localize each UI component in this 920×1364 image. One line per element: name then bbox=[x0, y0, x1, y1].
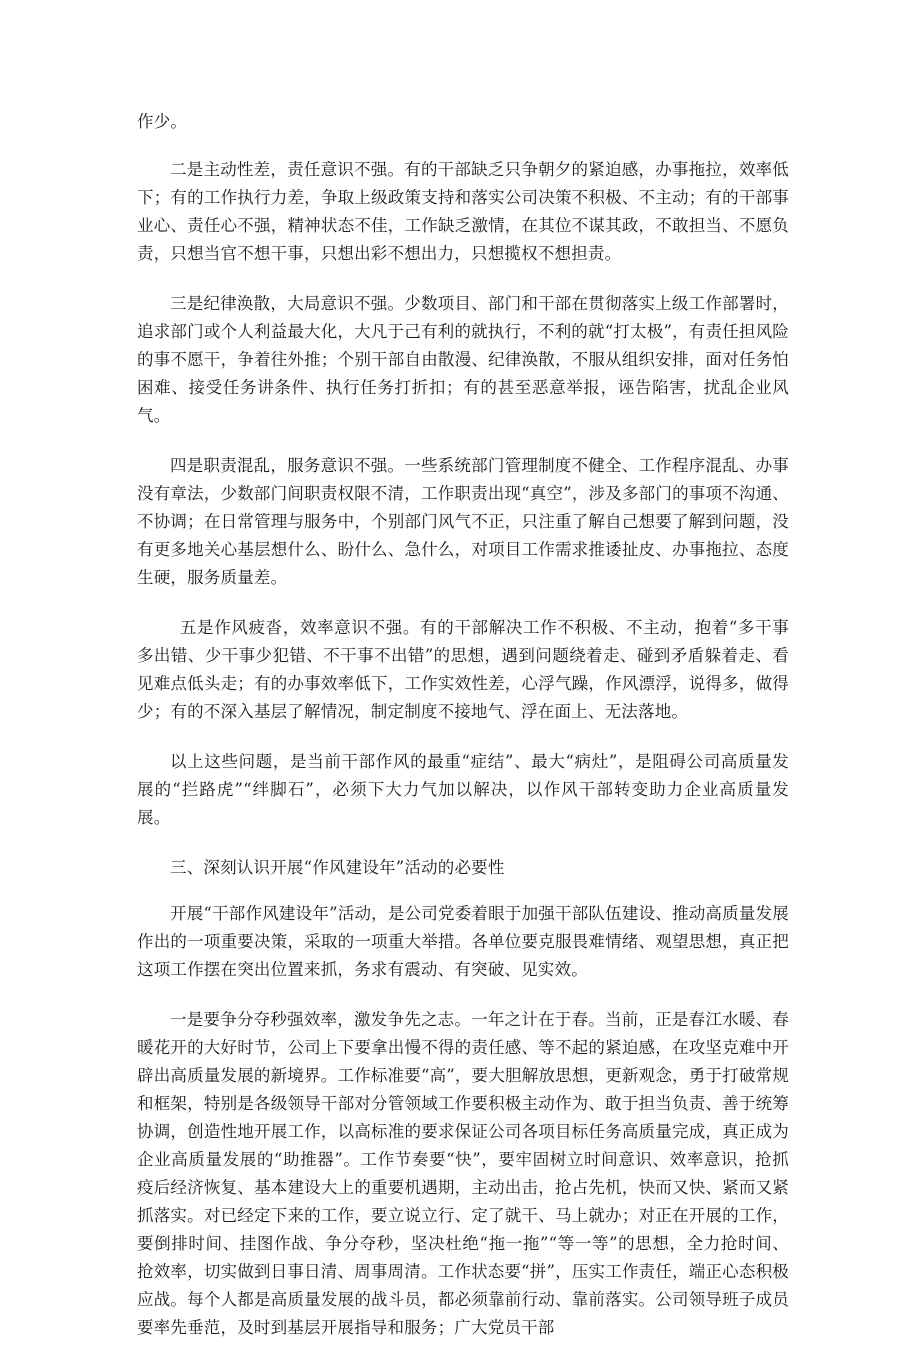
paragraph-point-two: 二是主动性差，责任意识不强。有的干部缺乏只争朝夕的紧迫感，办事拖拉，效率低下；有的工作执行力差，争取上级政策支持和落实公司决策不积极、不主动；有的干部事业心、责任心不强，精神状态不佳，工作缺乏激情，在其位不谋其政，不敢担当、不愿负责，只想当官不想干事，只想出彩不想出力，只想揽权不想担责。 bbox=[137, 160, 789, 263]
paragraph-continuation: 作少。 bbox=[137, 112, 188, 131]
paragraph-point-five: 五是作风疲沓，效率意识不强。有的干部解决工作不积极、不主动，抱着“多干事多出错、少干事少犯错、不干事不出错”的思想，遇到问题绕着走、碰到矛盾躲着走、看见难点低头走；有的办事效率低下，工作实效性差，心浮气躁，作风漂浮，说得多，做得少；有的不深入基层了解情况，制定制度不接地气、浮在面上、无法落地。 bbox=[137, 618, 789, 721]
paragraph-point-one-efficiency: 一是要争分夺秒强效率，激发争先之志。一年之计在于春。当前，正是春江水暖、春暖花开的大好时节，公司上下要拿出慢不得的责任感、等不起的紧迫感，在攻坚克难中开辟出高质量发展的新境界。工作标准要“高”，要大胆解放思想，更新观念，勇于打破常规和框架，特别是各级领导干部对分管领域工作要积极主动作为、敢于担当负责、善于统筹协调，创造性地开展工作，以高标准的要求保证公司各项目标任务高质量完成，真正成为企业高质量发展的“助推器”。工作节奏要“快”，要牢固树立时间意识、效率意识，抢抓疫后经济恢复、基本建设大上的重要机遇期，主动出击，抢占先机，快而又快、紧而又紧抓落实。对已经定下来的工作，要立说立行、定了就干、马上就办；对正在开展的工作，要倒排时间、挂图作战、争分夺秒，坚决杜绝“拖一拖”“等一等”的思想，全力抢时间、抢效率，切实做到日事日清、周事周清。工作状态要“拼”，压实工作责任，端正心态积极应战。每个人都是高质量发展的战斗员，都必须靠前行动、靠前落实。公司领导班子成员要率先垂范，及时到基层开展指导和服务；广大党员干部 bbox=[137, 1010, 789, 1337]
document-body bbox=[137, 108, 789, 1364]
paragraph-summary: 以上这些问题，是当前干部作风的最重“症结”、最大“病灶”，是阻碍公司高质量发展的“拦路虎”“绊脚石”，必须下大力气加以解决，以作风干部转变助力企业高质量发展。 bbox=[137, 752, 789, 827]
paragraph-point-four: 四是职责混乱，服务意识不强。一些系统部门管理制度不健全、工作程序混乱、办事没有章法，少数部门间职责权限不清，工作职责出现“真空”，涉及多部门的事项不沟通、不协调；在日常管理与服务中，个别部门风气不正，只注重了解自己想要了解到问题，没有更多地关心基层想什么、盼什么、急什么，对项目工作需求推诿扯皮、办事拖拉、态度生硬，服务质量差。 bbox=[137, 456, 789, 587]
section-heading: 三、深刻认识开展“作风建设年”活动的必要性 bbox=[170, 858, 505, 877]
paragraph-point-three: 三是纪律涣散，大局意识不强。少数项目、部门和干部在贯彻落实上级工作部署时，追求部门或个人利益最大化，大凡于己有利的就执行，不利的就“打太极”，有责任担风险的事不愿干，争着往外推；个别干部自由散漫、纪律涣散，不服从组织安排，面对任务怕困难、接受任务讲条件、执行任务打折扣；有的甚至恶意举报，诬告陷害，扰乱企业风气。 bbox=[137, 294, 789, 425]
paragraph-section-intro: 开展“干部作风建设年”活动，是公司党委着眼于加强干部队伍建设、推动高质量发展作出的一项重要决策，采取的一项重大举措。各单位要克服畏难情绪、观望思想，真正把这项工作摆在突出位置来抓，务求有震动、有突破、见实效。 bbox=[137, 904, 789, 979]
